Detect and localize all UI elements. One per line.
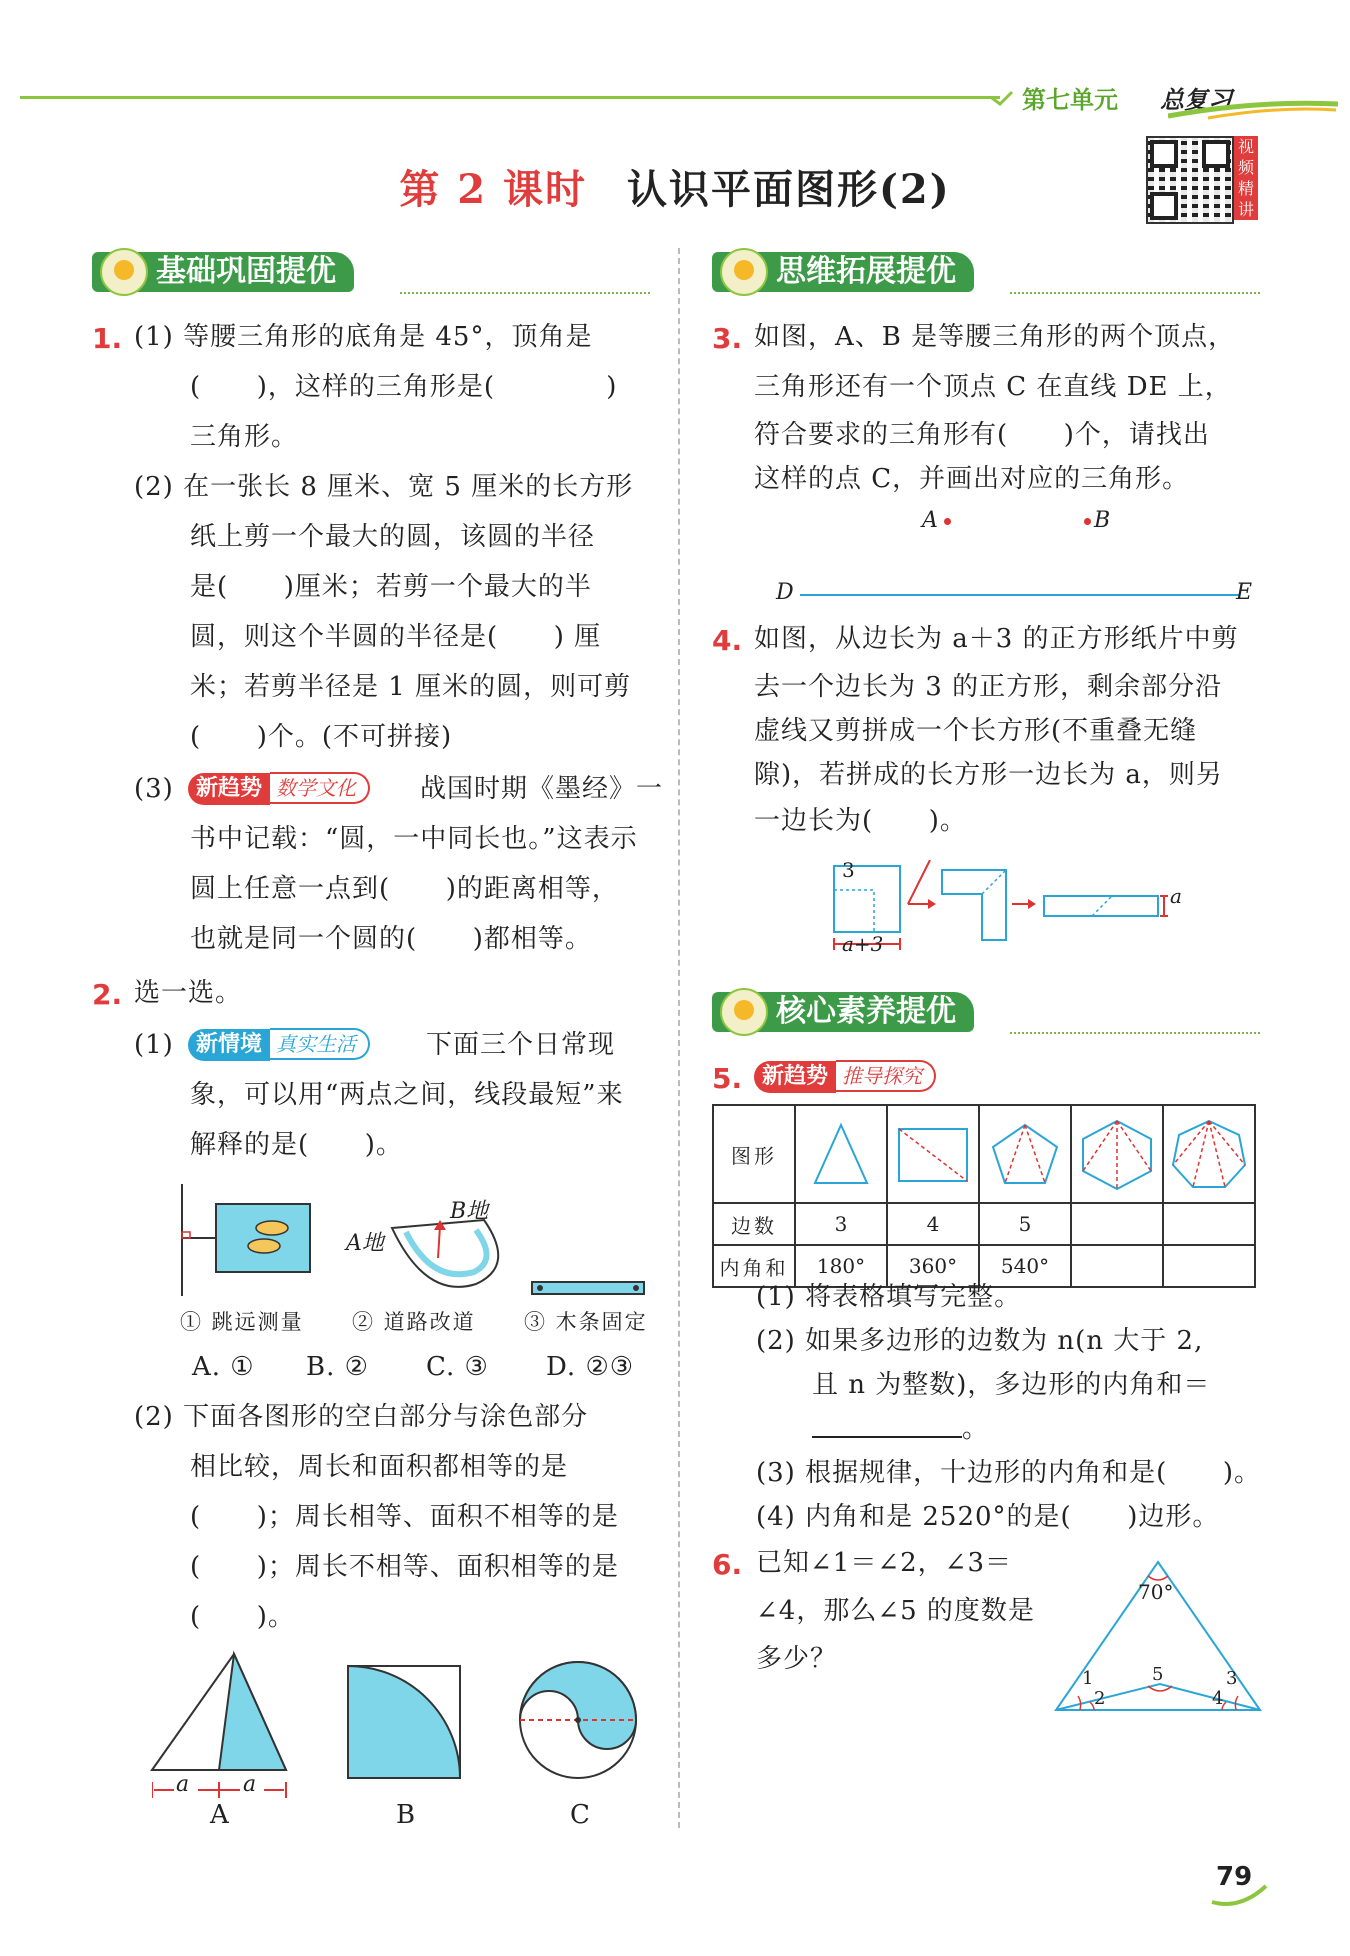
- fig-letter-a: A: [210, 1800, 230, 1830]
- point-b-dot: [1084, 518, 1091, 525]
- sides-cell: 3: [795, 1203, 887, 1245]
- context-tag-sub: 真实生活: [270, 1028, 370, 1060]
- angle-1-label: 1: [1082, 1668, 1094, 1689]
- q1-p1-line2: ( )，这样的三角形是( ): [190, 372, 618, 402]
- line-de: [800, 594, 1240, 596]
- sand-pit: [216, 1204, 310, 1272]
- q2-p1-prefix: (1): [134, 1030, 174, 1060]
- sides-cell[interactable]: [1071, 1203, 1163, 1245]
- q2-p1-line3: 解释的是( )。: [190, 1130, 403, 1160]
- q4-line1: 如图，从边长为 a＋3 的正方形纸片中剪: [754, 624, 1239, 654]
- page-swoosh-icon: [1210, 1880, 1270, 1910]
- row-head-sum: 内角和: [713, 1245, 795, 1287]
- footprint-icon: [256, 1221, 288, 1235]
- q4-number: 4.: [712, 624, 743, 657]
- footprint-icon: [248, 1239, 280, 1253]
- review-label: 总复习: [1160, 86, 1232, 114]
- q4-line4: 隙)，若拼成的长方形一边长为 a，则另: [754, 760, 1223, 790]
- q4-line5: 一边长为( )。: [754, 806, 967, 836]
- row-head-shape: 图形: [713, 1105, 795, 1203]
- dotted-rule: [1010, 1032, 1260, 1034]
- q2-p2-line4: ( )；周长不相等、面积相等的是: [190, 1552, 619, 1582]
- page-number: 79: [1216, 1862, 1253, 1892]
- dim-a-right: a: [243, 1772, 257, 1797]
- q6-line1: 已知∠1＝∠2，∠3＝: [756, 1548, 1012, 1578]
- option-a: A. ①: [192, 1352, 255, 1382]
- q1-p2-line5: 米；若剪半径是 1 厘米的圆，则可剪: [190, 672, 632, 702]
- trend-tag-q5-label: 新趋势: [754, 1061, 836, 1093]
- angle-3-label: 3: [1226, 1668, 1238, 1689]
- section-thinking: [712, 252, 974, 292]
- sprout-icon: [720, 248, 768, 296]
- shape-quad-cell: [887, 1105, 979, 1203]
- section-basic-label: 基础巩固提优: [156, 254, 336, 289]
- q3-number: 3.: [712, 322, 743, 355]
- dim-a-left: a: [176, 1772, 190, 1797]
- sum-cell: 180°: [795, 1245, 887, 1287]
- angle-5-label: 5: [1152, 1664, 1164, 1685]
- lesson-name: 认识平面图形(2): [627, 166, 951, 213]
- q4-line2: 去一个边长为 3 的正方形，剩余部分沿: [754, 672, 1223, 702]
- answer-blank[interactable]: [812, 1436, 962, 1438]
- angle-2-label: 2: [1094, 1688, 1106, 1709]
- option-b: B. ②: [306, 1352, 369, 1382]
- trend-tag-q5-sub: 推导探究: [836, 1060, 936, 1092]
- q3-line2: 三角形还有一个顶点 C 在直线 DE 上，: [754, 372, 1232, 402]
- q2-number: 2.: [92, 978, 123, 1011]
- q6-number: 6.: [712, 1548, 743, 1581]
- fig-letter-b: B: [396, 1800, 417, 1830]
- shape-hexagon-cell: [1071, 1105, 1163, 1203]
- angle-4-label: 4: [1212, 1688, 1224, 1709]
- caption-long-jump: ① 跳远测量: [180, 1310, 304, 1334]
- q5-line1: (1) 将表格填写完整。: [756, 1282, 1022, 1312]
- q2-p2-line2: 相比较，周长和面积都相等的是: [190, 1452, 569, 1482]
- row-head-sides: 边数: [713, 1203, 795, 1245]
- q1-p1-line3: 三角形。: [190, 422, 299, 452]
- option-c: C. ③: [426, 1352, 489, 1382]
- swoosh-icon: [1168, 98, 1338, 120]
- option-d: D. ②③: [546, 1352, 635, 1382]
- trophy-icon: [720, 988, 768, 1036]
- q2-p2-line5: ( )。: [190, 1602, 295, 1632]
- daily-phenomena-figure: [176, 1180, 656, 1300]
- q5-number: 5.: [712, 1062, 743, 1095]
- q6-line3: 多少？: [756, 1644, 838, 1674]
- polygon-angle-table: [712, 1104, 1256, 1288]
- q2-p2-line1: (2) 下面各图形的空白部分与涂色部分: [134, 1402, 589, 1432]
- q1-p3-line4: 也就是同一个圆的( )都相等。: [190, 924, 592, 954]
- angle-top-label: 70°: [1138, 1580, 1174, 1604]
- wood-strip: [532, 1282, 644, 1294]
- video-label: 视频精讲: [1234, 136, 1258, 220]
- q2-p2-line3: ( )；周长相等、面积不相等的是: [190, 1502, 619, 1532]
- dotted-rule: [1010, 292, 1260, 294]
- section-core-label: 核心素养提优: [776, 994, 956, 1029]
- q1-p3-prefix: (3): [134, 774, 174, 804]
- unit-label: 第七单元: [1022, 86, 1118, 114]
- q5-line6: (4) 内角和是 2520°的是( )边形。: [756, 1502, 1220, 1532]
- q3-line1: 如图，A、B 是等腰三角形的两个顶点，: [754, 322, 1236, 352]
- trend-tag: [188, 772, 370, 804]
- fig-label-3: 3: [842, 858, 855, 882]
- q5-line5: (3) 根据规律，十边形的内角和是( )。: [756, 1458, 1261, 1488]
- dotted-rule: [400, 292, 650, 294]
- road-curve: [392, 1220, 498, 1287]
- shape-pentagon-cell: [979, 1105, 1071, 1203]
- section-thinking-label: 思维拓展提优: [776, 254, 956, 289]
- q3-line3: 符合要求的三角形有( )个，请找出: [754, 420, 1210, 450]
- q1-p2-line3: 是( )厘米；若剪一个最大的半: [190, 572, 592, 602]
- sum-cell[interactable]: [1163, 1245, 1255, 1287]
- gear-flower-icon: [100, 248, 148, 296]
- q6-line2: ∠4，那么∠5 的度数是: [756, 1596, 1035, 1626]
- q1-p3-line1: 战国时期《墨经》一: [420, 774, 664, 804]
- q2-p1-line1: 下面三个日常现: [426, 1030, 616, 1060]
- q1-p2-line2: 纸上剪一个最大的圆，该圆的半径: [190, 522, 596, 552]
- q2-p1-line2: 象，可以用“两点之间，线段最短”来: [190, 1080, 624, 1110]
- trend-tag-label: 新趋势: [188, 773, 270, 805]
- q1-p3-line3: 圆上任意一点到( )的距离相等，: [190, 874, 619, 904]
- sum-cell[interactable]: [1071, 1245, 1163, 1287]
- context-tag-label: 新情境: [188, 1029, 270, 1061]
- section-core: [712, 992, 974, 1032]
- leaf-icon: [990, 90, 1014, 106]
- q2-intro: 选一选。: [134, 978, 243, 1008]
- q1-p2-line1: (2) 在一张长 8 厘米、宽 5 厘米的长方形: [134, 472, 634, 502]
- q5-line2: (2) 如果多边形的边数为 n(n 大于 2,: [756, 1326, 1204, 1356]
- qr-code-icon[interactable]: [1146, 136, 1234, 224]
- fig-label-a3: a+3: [842, 932, 884, 956]
- sum-cell: 360°: [887, 1245, 979, 1287]
- sides-cell: 4: [887, 1203, 979, 1245]
- section-basic: [92, 252, 354, 292]
- column-divider: [678, 248, 680, 1828]
- shape-triangle-cell: [795, 1105, 887, 1203]
- point-a-label: A: [922, 508, 938, 533]
- point-a-dot: [944, 518, 951, 525]
- point-d-label: D: [776, 580, 794, 605]
- lesson-number: 第 2 课时: [399, 166, 587, 213]
- point-b-label: B: [1094, 508, 1111, 533]
- caption-wood: ③ 木条固定: [524, 1310, 648, 1334]
- label-a-place: A地: [346, 1231, 384, 1256]
- sides-cell: 5: [979, 1203, 1071, 1245]
- dimension-marks: [152, 1776, 292, 1800]
- context-tag: [188, 1028, 370, 1060]
- trend-tag-sub: 数学文化: [270, 772, 370, 804]
- trend-tag-q5: [754, 1060, 936, 1092]
- q3-line4: 这样的点 C，并画出对应的三角形。: [754, 464, 1190, 494]
- shape-heptagon-cell: [1163, 1105, 1255, 1203]
- q1-number: 1.: [92, 322, 123, 355]
- point-e-label: E: [1236, 580, 1253, 605]
- q1-p3-line2: 书中记载：“圆，一中同长也。”这表示: [190, 824, 638, 854]
- q1-p2-line4: 圆，则这个半圆的半径是( ) 厘: [190, 622, 602, 652]
- fig-letter-c: C: [570, 1800, 591, 1830]
- caption-road: ② 道路改道: [352, 1310, 476, 1334]
- q4-line3: 虚线又剪拼成一个长方形(不重叠无缝: [754, 716, 1198, 746]
- sides-cell[interactable]: [1163, 1203, 1255, 1245]
- q1-p1-line1: (1) 等腰三角形的底角是 45°，顶角是: [134, 322, 593, 352]
- q1-p2-line6: ( )个。(不可拼接): [190, 722, 453, 752]
- fig-label-a: a: [1170, 884, 1182, 908]
- label-b-place: B地: [450, 1199, 489, 1224]
- header-rule: [20, 96, 1000, 99]
- q5-line3: 且 n 为整数)，多边形的内角和＝: [812, 1370, 1211, 1400]
- sum-cell: 540°: [979, 1245, 1071, 1287]
- q5-line4: 。: [962, 1414, 990, 1444]
